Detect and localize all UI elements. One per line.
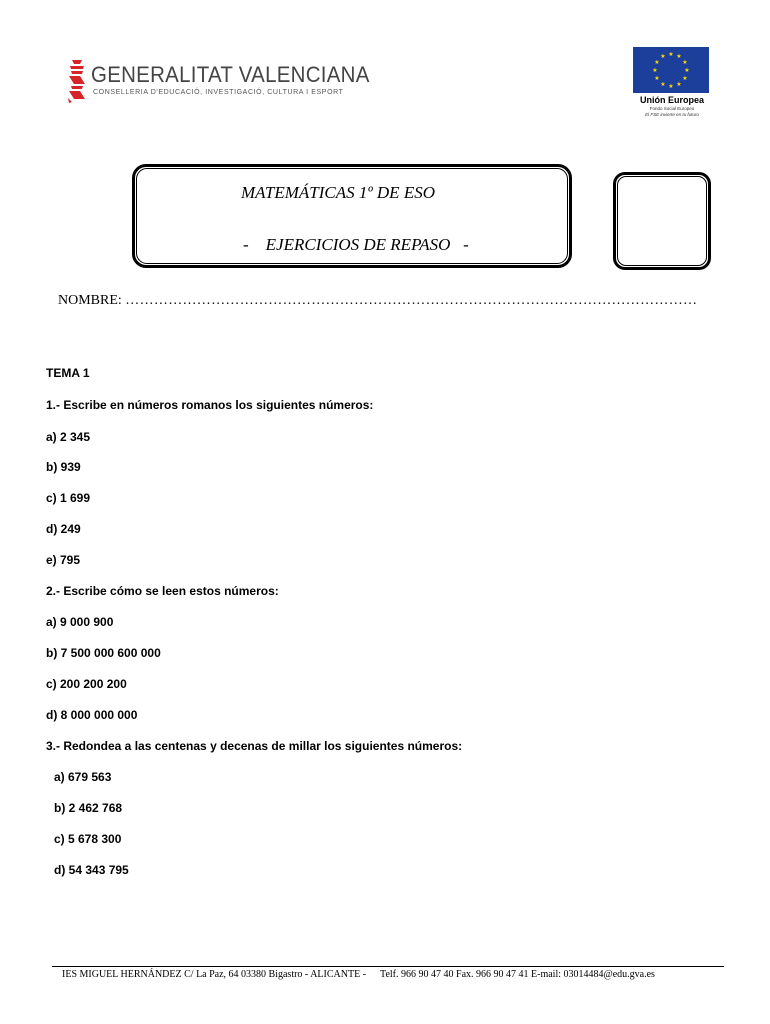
q3-item-a: a) 679 563 (54, 770, 112, 784)
q3-item-d: d) 54 343 795 (54, 863, 129, 877)
svg-text:★: ★ (684, 67, 690, 74)
q1-item-a: a) 2 345 (46, 430, 91, 444)
title-box (132, 164, 572, 268)
document-title: MATEMÁTICAS 1º DE ESO (241, 183, 435, 202)
footer (62, 969, 655, 980)
name-label: NOMBRE: (58, 293, 122, 308)
eu-title: Unión Europea (639, 95, 704, 105)
generalitat-valenciana-logo (66, 58, 370, 108)
gva-name: GENERALITAT VALENCIANA (91, 62, 370, 87)
eu-flag-icon (633, 47, 709, 93)
footer-divider (52, 966, 724, 967)
svg-text:★: ★ (668, 51, 674, 58)
generalitat-emblem-icon (66, 58, 88, 104)
svg-text:★: ★ (676, 81, 682, 88)
svg-text:★: ★ (660, 81, 666, 88)
gva-subtitle: CONSELLERIA D'EDUCACIÓ, INVESTIGACIÓ, CULTURA I ESPORT (93, 89, 344, 96)
q1-item-b: b) 939 (46, 460, 81, 474)
document-subtitle: - EJERCICIOS DE REPASO - (243, 235, 469, 254)
q3-item-b: b) 2 462 768 (54, 801, 123, 815)
q3-item-c: c) 5 678 300 (54, 832, 122, 846)
q1-item-c: c) 1 699 (46, 491, 91, 505)
name-field (58, 293, 718, 309)
q1-item-d: d) 249 (46, 522, 81, 536)
svg-text:★: ★ (682, 75, 688, 82)
footer-address: IES MIGUEL HERNÁNDEZ C/ La Paz, 64 03380 Bigastro - ALICANTE - (62, 969, 367, 980)
svg-text:★: ★ (682, 59, 688, 66)
q2-item-b: b) 7 500 000 600 000 (46, 646, 161, 660)
name-dotted-line: ………………………………………………………………………………………………………… (125, 293, 698, 308)
question-3: 3.- Redondea a las centenas y decenas de millar los siguientes números: (46, 739, 463, 753)
grade-box (613, 172, 711, 270)
q2-item-a: a) 9 000 900 (46, 615, 114, 629)
topic-heading: TEMA 1 (46, 366, 90, 380)
q2-item-d: d) 8 000 000 000 (46, 708, 138, 722)
eu-fund: Fondo Social Europeo (649, 106, 695, 111)
eu-motto: El FSE invierte en tu futuro (645, 112, 699, 117)
svg-text:★: ★ (654, 75, 660, 82)
svg-text:★: ★ (652, 67, 658, 74)
european-union-logo (626, 46, 718, 122)
svg-text:★: ★ (668, 83, 674, 90)
svg-text:★: ★ (654, 59, 660, 66)
q2-item-c: c) 200 200 200 (46, 677, 127, 691)
question-2: 2.- Escribe cómo se leen estos números: (46, 584, 279, 598)
q1-item-e: e) 795 (46, 553, 81, 567)
svg-text:★: ★ (660, 53, 666, 60)
footer-contact: Telf. 966 90 47 40 Fax. 966 90 47 41 E-mail: 03014484@edu.gva.es (380, 969, 655, 980)
svg-text:★: ★ (676, 53, 682, 60)
question-1: 1.- Escribe en números romanos los siguientes números: (46, 398, 374, 412)
